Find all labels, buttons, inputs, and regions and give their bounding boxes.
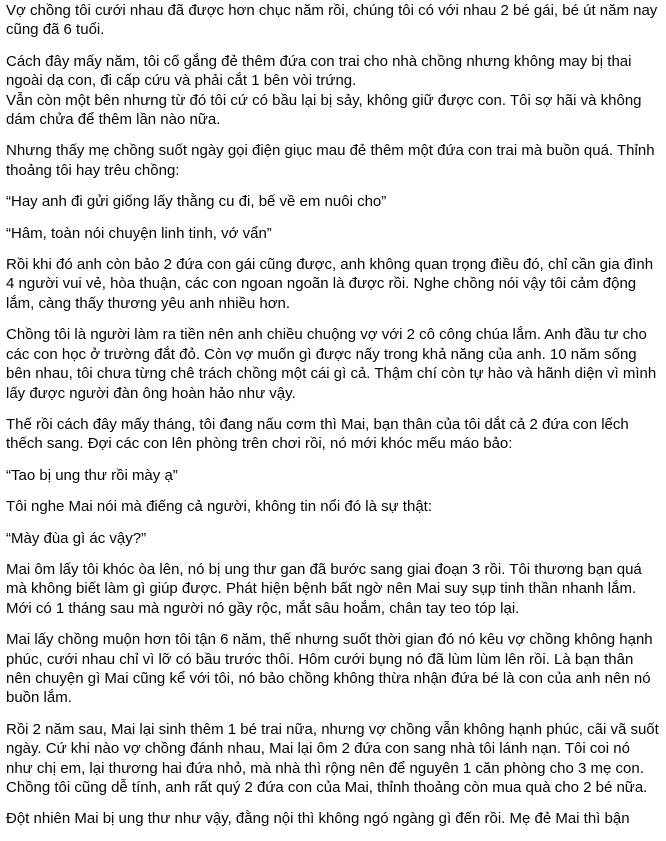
paragraph-8: Thế rồi cách đây mấy tháng, tôi đang nấu cơm thì Mai, bạn thân của tôi dắt cả 2 đứa con lếch thếch sang. Đợi các con lên phòng trên chơi rồi, nó mới khóc mếu máo bảo: <box>6 415 629 453</box>
paragraph-9-quote: “Tao bị ung thư rồi mày ạ” <box>6 466 178 484</box>
paragraph-6: Rồi khi đó anh còn bảo 2 đứa con gái cũng được, anh không quan trọng điều đó, chỉ cần gia đình 4 người vui vẻ, hòa thuận, các con ngoan ngoãn là được rồi. Nghe chồng nói vậy tôi cảm động lắm, càng thấy thương yêu anh nhiều hơn. <box>6 256 654 312</box>
paragraph-14: Rồi 2 năm sau, Mai lại sinh thêm 1 bé trai nữa, nhưng vợ chồng vẫn không hạnh phúc, cãi vã suốt ngày. Cứ khi nào vợ chồng đánh nhau, Mai lại ôm 2 đứa con sang nhà tôi lánh nạn. Tôi coi nó như chị em, lại thương hai đứa nhỏ, mà nhà thì rộng nên để nguyên 1 căn phòng cho 3 mẹ con. Chồng tôi cũng dễ tính, anh rất quý 2 đứa con của Mai, thỉnh thoảng còn mua quà cho 2 bé nữa. <box>6 720 659 796</box>
paragraph-12: Mai ôm lấy tôi khóc òa lên, nó bị ung thư gan đã bước sang giai đoạn 3 rồi. Tôi thương bạn quá mà không biết làm gì giúp được. Phát hiện bệnh bất ngờ nên Mai suy sụp tinh thần nhanh lắm. Mới có 1 tháng sau mà người nó gầy rộc, mắt sâu hoắm, chân tay teo tóp lại. <box>6 560 642 617</box>
paragraph-10: Tôi nghe Mai nói mà điếng cả người, không tin nổi đó là sự thật: <box>6 498 432 516</box>
paragraph-13: Mai lấy chồng muộn hơn tôi tận 6 năm, thế nhưng suốt thời gian đó nó kêu vợ chồng không hạnh phúc, cưới nhau chỉ vì lỡ có bầu trước thôi. Hôm cưới bụng nó đã lùm lùm lên rồi. Là bạn thân nên chuyện gì Mai cũng kể với tôi, nó bảo chồng không thừa nhận đứa bé là con của anh nên nó buồn lắm. <box>6 631 653 707</box>
paragraph-11-quote: “Mày đùa gì ác vậy?” <box>6 529 147 547</box>
paragraph-4-quote: “Hay anh đi gửi giống lấy thằng cu đi, bế về em nuôi cho” <box>6 193 387 211</box>
paragraph-5-quote: “Hâm, toàn nói chuyện linh tinh, vớ vẩn” <box>6 224 272 242</box>
paragraph-1: Vợ chồng tôi cưới nhau đã được hơn chục năm rồi, chúng tôi có với nhau 2 bé gái, bé út năm nay cũng đã 6 tuổi. <box>6 2 658 39</box>
paragraph-15: Đột nhiên Mai bị ung thư như vậy, đằng nội thì không ngó ngàng gì đến rồi. Mẹ đẻ Mai thì bận <box>6 810 630 828</box>
paragraph-2: Cách đây mấy năm, tôi cố gắng đẻ thêm đứa con trai cho nhà chồng nhưng không may bị thai ngoài dạ con, đi cấp cứu và phải cắt 1 bên vòi trứng. Vẫn còn một bên nhưng từ đó tôi cứ có bầu lại bị sảy, không giữ được con. Tôi sợ hãi và không dám chửa để thêm lần nào nữa. <box>6 52 642 129</box>
paragraph-3: Nhưng thấy mẹ chồng suốt ngày gọi điện giục mau đẻ thêm một đứa con trai mà buồn quá. Thỉnh thoảng tôi hay trêu chồng: <box>6 142 655 179</box>
paragraph-7: Chồng tôi là người làm ra tiền nên anh chiều chuộng vợ với 2 cô công chúa lắm. Anh đầu tư cho các con học ở trường đắt đỏ. Còn vợ muốn gì được nấy trong khả năng của anh. 10 năm sống bên nhau, tôi chưa từng chê trách chồng một cái gì cả. Thậm chí còn tự hào và hãnh diện vì mình lấy được người đàn ông hoàn hảo như vậy. <box>6 326 657 402</box>
